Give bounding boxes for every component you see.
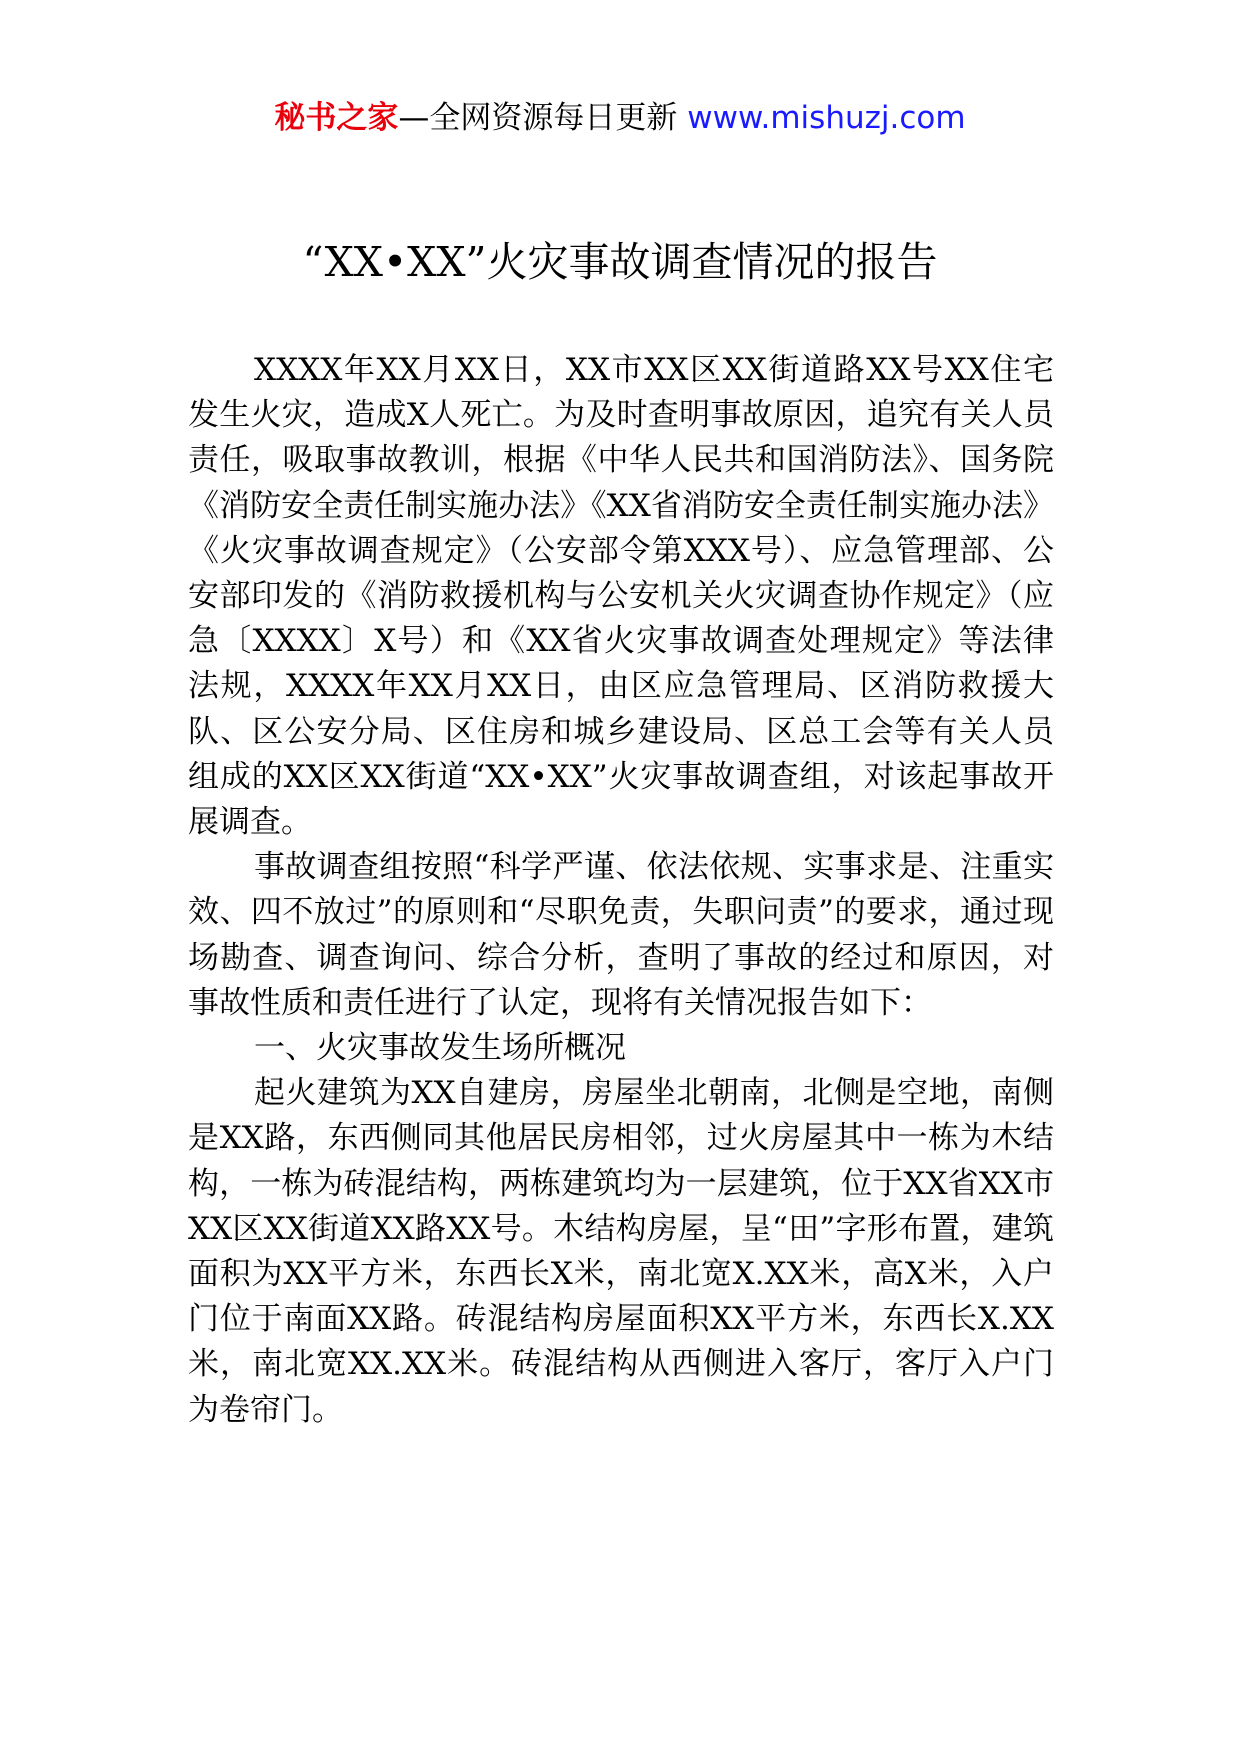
paragraph: 起火建筑为XX自建房，房屋坐北朝南，北侧是空地，南侧是XX路，东西侧同其他居民房相邻，过火房屋其中一栋为木结构，一栋为砖混结构，两栋建筑均为一层建筑，位于XX省XX市XX区XX街道XX路XX号。木结构房屋，呈“田”字形布置，建筑面积为XX平方米，东西长X米，南北宽X.XX米，高X米，入户门位于南面XX路。砖混结构房屋面积XX平方米，东西长X.XX米，南北宽XX.XX米。砖混结构从西侧进入客厅，客厅入户门为卷帘门。 (188, 1075, 1054, 1428)
document-body (188, 348, 1054, 1433)
site-slogan: —全网资源每日更新 (398, 100, 678, 136)
site-url-link[interactable]: www.mishuzj.com (687, 100, 966, 136)
section-heading: 一、火灾事故发生场所概况 (254, 1030, 626, 1067)
document-title: “XX•XX”火灾事故调查情况的报告 (302, 238, 938, 286)
site-brand: 秘书之家 (274, 100, 399, 136)
site-header (0, 98, 1240, 138)
paragraph: XXXX年XX月XX日，XX市XX区XX街道路XX号XX住宅发生火灾，造成X人死亡。为及时查明事故原因，追究有关人员责任，吸取事故教训，根据《中华人民共和国消防法》、国务院《消防安全责任制实施办法》《XX省消防安全责任制实施办法》《火灾事故调查规定》（公安部令第XXX号）、应急管理部、公安部印发的《消防救援机构与公安机关火灾调查协作规定》（应急〔XXXX〕X号）和《XX省火灾事故调查处理规定》等法律法规，XXXX年XX月XX日，由区应急管理局、区消防救援大队、区公安分局、区住房和城乡建设局、区总工会等有关人员组成的XX区XX街道“XX•XX”火灾事故调查组，对该起事故开展调查。 (188, 352, 1054, 841)
paragraph: 事故调查组按照“科学严谨、依法依规、实事求是、注重实效、四不放过”的原则和“尽职免责，失职问责”的要求，通过现场勘查、调查询问、综合分析，查明了事故的经过和原因，对事故性质和责任进行了认定，现将有关情况报告如下： (188, 849, 1054, 1021)
